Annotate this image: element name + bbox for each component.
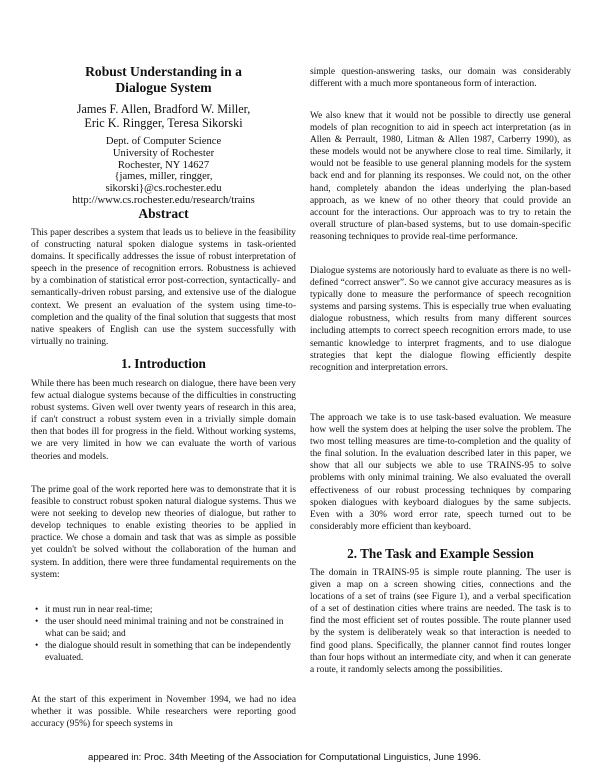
requirement-text: the user should need minimal training and not be constrained in what can be said; and (45, 617, 284, 640)
authors-line: Eric K. Ringger, Teresa Sikorski (84, 115, 243, 130)
requirement-text: it must run in near real-time; (45, 605, 153, 615)
authors-line: James F. Allen, Bradford W. Miller, (76, 102, 251, 116)
intro-paragraph-3: At the start of this experiment in November 1994, we had no idea whether it was possible. While researchers were reporting good accuracy (95%) for speech systems in (31, 695, 296, 730)
requirements-list (31, 604, 296, 664)
list-item (31, 616, 296, 640)
title-line: Robust Understanding in a (85, 64, 242, 79)
paper-title (31, 64, 296, 95)
right-paragraph-1: We also knew that it would not be possible to directly use general models of plan recognition to aid in speech act interpretation (as in Allen & Perrault, 1980, Litman & Allen 1987, Carberry 1990), as these models would not be anywhere close to real time. Similarly, it would not be feasible to use general planning models for the system back end and for planning its responses. We could not, on the other hand, completely abandon the ideas underlying the plan-based approach, as we knew of no other theory that could provide an account for the interactions. Our approach was to try to retain the overall structure of plan-based systems, but to use domain-specific reasoning techniques to provide real-time performance. (310, 111, 571, 242)
task-paragraph-1: The domain in TRAINS-95 is simple route planning. The user is given a map on a screen showing cities, connections and the locations of a set of trains (see Figure 1), and a verbal specification of a set of destination cities where trains are needed. The task is to find the most efficient set of routes possible. The route planner used by the system is deliberately weak so that interaction is needed to find good plans. Specifically, the planner cannot find routes longer than four hops without an intermediate city, and when it can generate a route, it randomly selects among the possibilities. (310, 568, 571, 675)
bullet-icon: • (35, 605, 39, 615)
authors (31, 103, 296, 130)
bullet-icon: • (35, 617, 39, 628)
abstract-heading: Abstract (138, 206, 189, 221)
right-paragraph-2: Dialogue systems are notoriously hard to evaluate as there is no well-defined “correct answer”. So we cannot give accuracy measures as is typically done to measure the performance of speech recognition systems and parsing systems. This is especially true when evaluating dialogue robustness, which results from many different sources including attempts to correct speech recognition errors made, to use semantic knowledge to interpret fragments, and to use dialogue strategies that kept the dialogue flowing efficiently despite recognition and interpretation errors. (310, 266, 571, 373)
list-item (31, 640, 296, 664)
requirement-text: the dialogue should result in something that can be independently evaluated. (45, 641, 292, 664)
abstract-text: This paper describes a system that leads us to believe in the feasibility of constructing natural spoken dialogue systems in task-oriented domains. It specifically addresses the issue of robust interpretation of speech in the presence of recognition errors. Robustness is achieved by a combination of statistical error post-correction, syntactically- and semantically-driven robust parsing, and extensive use of the dialogue context. We present an evaluation of the system using time-to-completion and the quality of the final solution that suggests that most native speakers of English can use the system successfully with virtually no training. (31, 228, 296, 347)
section-1-heading: 1. Introduction (121, 356, 206, 371)
right-paragraph-3: The approach we take is to use task-based evaluation. We measure how well the system does at helping the user solve the problem. The two most telling measures are time-to-completion and the quality of the final solution. In the evaluation described later in this paper, we show that all our subjects we able to use TRAINS-95 to solve problems with only minimal training. We also evaluated the overall effectiveness of our robust processing techniques by comparing spoken dialogues with keyboard dialogues by the same subjects. Even with a 30% word error rate, speech turned out to be considerably more efficient than keyboard. (310, 413, 571, 532)
bullet-icon: • (35, 641, 39, 652)
affiliation-line: Rochester, NY 14627 (117, 159, 210, 171)
affiliation (31, 136, 296, 207)
affiliation-line: University of Rochester (112, 147, 215, 159)
right-paragraph-0: simple question-answering tasks, our domain was considerably different with a much more spontaneous form of interaction. (310, 67, 571, 90)
publication-footer: appeared in: Proc. 34th Meeting of the Association for Computational Linguistics, June 1996. (88, 752, 482, 763)
affiliation-line: {james, miller, ringger, (114, 171, 213, 183)
section-2-heading: 2. The Task and Example Session (347, 546, 534, 561)
title-line: Dialogue System (115, 79, 212, 95)
affiliation-line: sikorski}@cs.rochester.edu (105, 183, 222, 195)
affiliation-line: Dept. of Computer Science (105, 136, 222, 147)
intro-paragraph-1: While there has been much research on dialogue, there have been very few actual dialogue systems because of the difficulties in constructing robust systems. Given well over twenty years of research in this area, if can't construct a robust system even in a trivially simple domain then that bodes ill for progress in the field. Without working systems, we are very limited in how we can evaluate the worth of various theories and models. (31, 379, 296, 462)
intro-paragraph-2: The prime goal of the work reported here was to demonstrate that it is feasible to construct robust spoken natural dialogue systems. Thus we were not seeking to develop new theories of dialogue, but rather to develop techniques to enable existing theories to be applied in practice. We chose a domain and task that was as simple as possible yet couldn't be solved without the collaboration of the human and system. In addition, there were three fundamental requirements on the system: (31, 485, 296, 580)
affiliation-url: http://www.cs.rochester.edu/research/trains (72, 194, 255, 206)
list-item (31, 604, 296, 616)
